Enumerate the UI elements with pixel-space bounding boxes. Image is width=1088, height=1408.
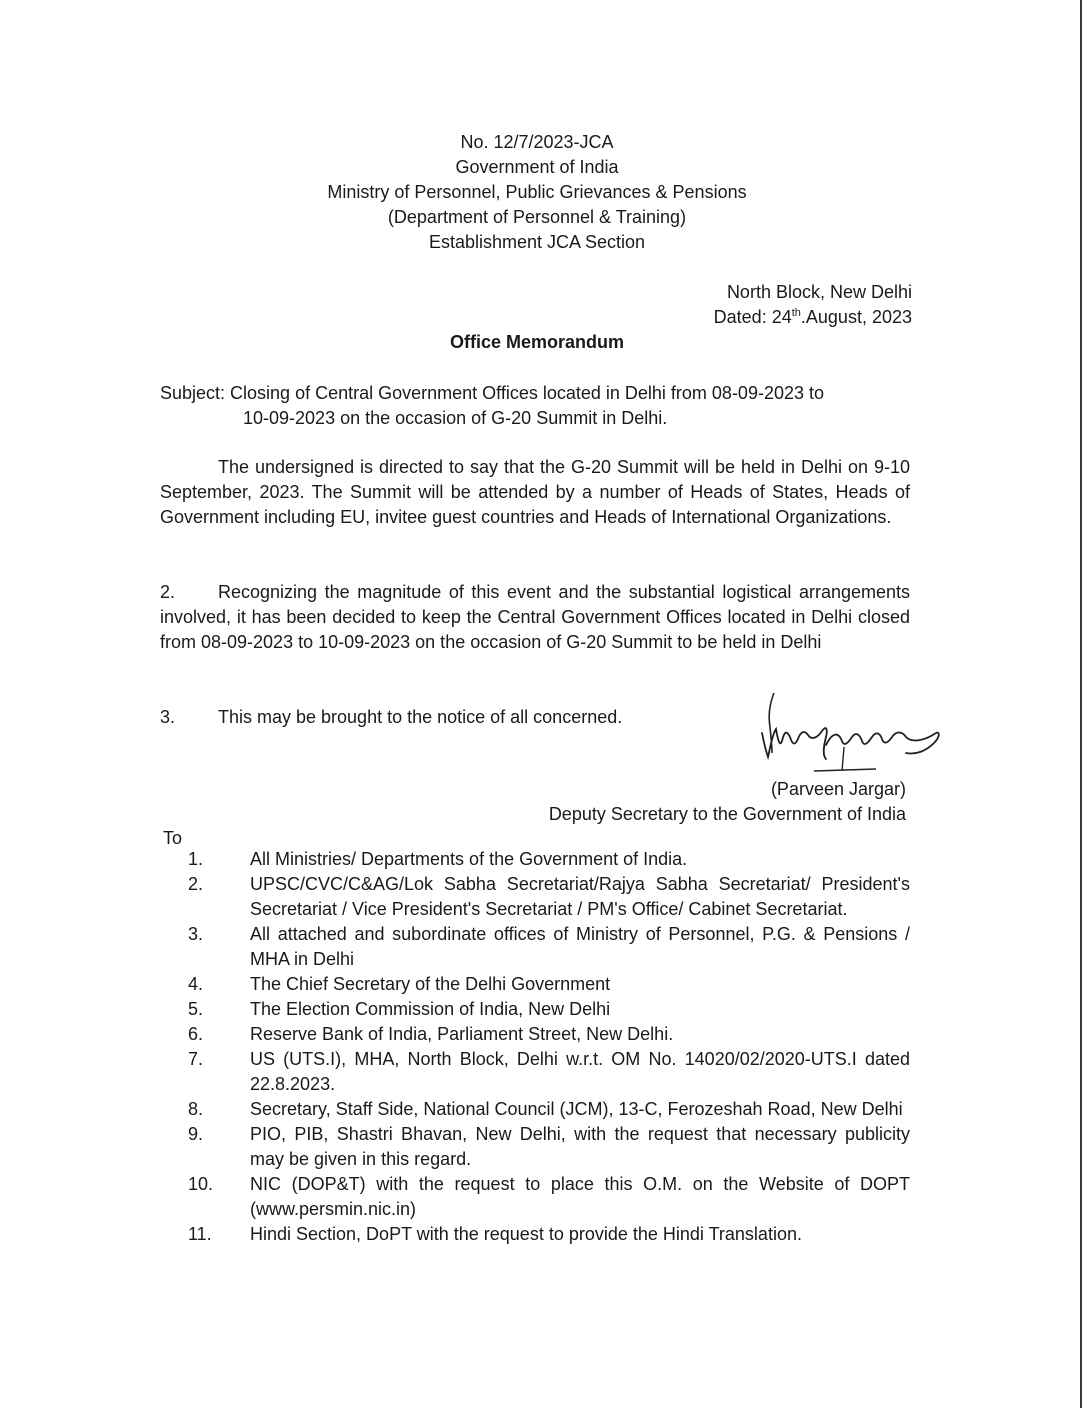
government-name: Government of India bbox=[455, 157, 619, 177]
recipient-number: 1. bbox=[188, 849, 204, 869]
paragraph-2 bbox=[160, 580, 910, 655]
recipient-number: 10. bbox=[188, 1174, 214, 1194]
recipient-text: The Election Commission of India, New Delhi bbox=[250, 999, 611, 1019]
signatory-name: (Parveen Jargar) bbox=[770, 779, 906, 799]
recipient-text: Secretary, Staff Side, National Council (JCM), 13-C, Ferozeshah Road, New Delhi bbox=[250, 1099, 903, 1119]
letterhead bbox=[0, 130, 1074, 255]
recipient-number: 11. bbox=[188, 1224, 212, 1244]
place-and-date bbox=[714, 280, 912, 330]
date-ordinal: th bbox=[791, 307, 801, 319]
paragraph-2-number: 2. bbox=[160, 582, 176, 602]
recipient-item bbox=[188, 1222, 910, 1247]
signatory-designation: Deputy Secretary to the Government of India bbox=[548, 804, 906, 824]
recipient-number: 9. bbox=[188, 1124, 204, 1144]
recipient-text: NIC (DOP&T) with the request to place this O.M. on the Website of DOPT (www.persmin.nic.in) bbox=[250, 1174, 910, 1219]
recipient-text: UPSC/CVC/C&AG/Lok Sabha Secretariat/Rajya Sabha Secretariat/ President's Secretariat / Vice President's Secretariat / PM's Office/ Cabinet Secretariat. bbox=[250, 874, 910, 919]
recipient-number: 5. bbox=[188, 999, 204, 1019]
paragraph-3-text: This may be brought to the notice of all concerned. bbox=[218, 707, 623, 727]
recipient-text: Hindi Section, DoPT with the request to provide the Hindi Translation. bbox=[250, 1224, 802, 1244]
recipient-item bbox=[188, 872, 910, 922]
ministry-name: Ministry of Personnel, Public Grievances & Pensions bbox=[327, 182, 747, 202]
subject-line-1: Subject: Closing of Central Government Offices located in Delhi from 08-09-2023 to bbox=[160, 383, 825, 403]
location: North Block, New Delhi bbox=[726, 282, 912, 302]
recipient-list bbox=[188, 847, 910, 1247]
recipient-item bbox=[188, 922, 910, 972]
date bbox=[714, 305, 912, 330]
recipient-number: 6. bbox=[188, 1024, 204, 1044]
recipient-text: US (UTS.I), MHA, North Block, Delhi w.r.t. OM No. 14020/02/2020-UTS.I dated 22.8.2023. bbox=[250, 1049, 910, 1094]
recipient-text: The Chief Secretary of the Delhi Government bbox=[250, 974, 611, 994]
signatory-block bbox=[549, 777, 906, 827]
recipient-item bbox=[188, 1172, 910, 1222]
recipient-item bbox=[188, 997, 910, 1022]
recipient-text: All Ministries/ Departments of the Government of India. bbox=[250, 849, 688, 869]
reference-number: No. 12/7/2023-JCA bbox=[460, 132, 614, 152]
document-title: Office Memorandum bbox=[449, 332, 625, 352]
department-name: (Department of Personnel & Training) bbox=[387, 207, 687, 227]
scan-border-line bbox=[1080, 0, 1082, 1408]
date-suffix: .August, 2023 bbox=[800, 307, 912, 327]
recipient-item bbox=[188, 972, 910, 997]
recipient-item bbox=[188, 847, 910, 872]
recipient-item bbox=[188, 1022, 910, 1047]
paragraph-2-text: Recognizing the magnitude of this event and the substantial logistical arrangements involved, it has been decided to keep the Central Government Offices located in Delhi closed from 08-09-2023 to 10-09-2023 on the occasion of G-20 Summit to be held in Delhi bbox=[160, 582, 910, 652]
recipient-number: 8. bbox=[188, 1099, 204, 1119]
recipient-number: 4. bbox=[188, 974, 204, 994]
subject-line-2: 10-09-2023 on the occasion of G-20 Summit in Delhi. bbox=[243, 408, 668, 428]
section-name: Establishment JCA Section bbox=[428, 232, 646, 252]
paragraph-3-number: 3. bbox=[160, 707, 176, 727]
recipient-item bbox=[188, 1122, 910, 1172]
subject-block bbox=[160, 381, 912, 431]
paragraph-1: The undersigned is directed to say that the G-20 Summit will be held in Delhi on 9-10 September, 2023. The Summit will be attended by a number of Heads of States, Heads of Government including EU, invitee guest countries and Heads of International Organizations. bbox=[160, 457, 910, 527]
recipient-number: 3. bbox=[188, 924, 204, 944]
handwritten-signature bbox=[756, 685, 946, 780]
recipient-text: Reserve Bank of India, Parliament Street, New Delhi. bbox=[250, 1024, 674, 1044]
recipient-number: 7. bbox=[188, 1049, 204, 1069]
recipient-text: All attached and subordinate offices of Ministry of Personnel, P.G. & Pensions / MHA in Delhi bbox=[250, 924, 910, 969]
recipient-item bbox=[188, 1097, 910, 1122]
recipient-text: PIO, PIB, Shastri Bhavan, New Delhi, with the request that necessary publicity may be given in this regard. bbox=[250, 1124, 910, 1169]
to-label: To bbox=[163, 828, 183, 848]
date-prefix: Dated: 24 bbox=[713, 307, 792, 327]
recipient-item bbox=[188, 1047, 910, 1097]
recipient-number: 2. bbox=[188, 874, 204, 894]
